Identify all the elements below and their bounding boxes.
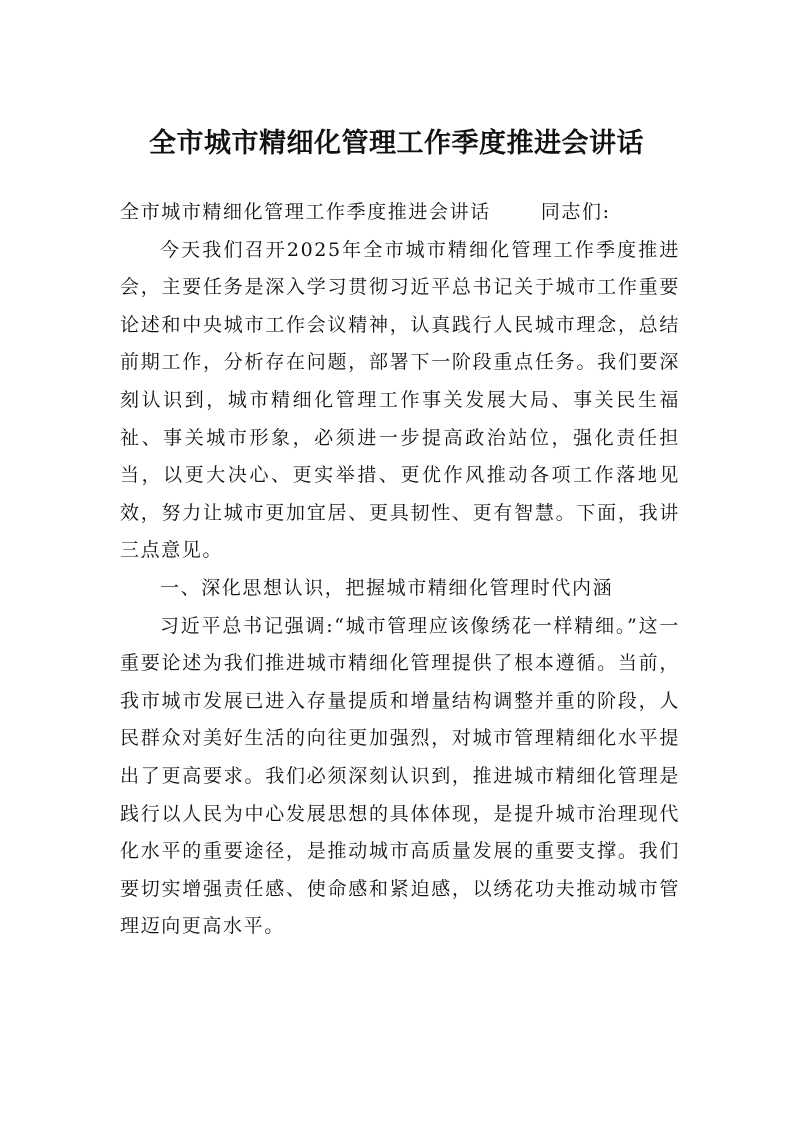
document-body [120, 194, 680, 946]
heading-repeat: 全市城市精细化管理工作季度推进会讲话 [120, 201, 491, 223]
salutation: 同志们: [540, 201, 611, 223]
section-heading-1: 一、深化思想认识，把握城市精细化管理时代内涵 [160, 576, 614, 599]
document-title: 全市城市精细化管理工作季度推进会讲话 [149, 128, 644, 159]
paragraph-intro: 今天我们召开2025年全市城市精细化管理工作季度推进会，主要任务是深入学习贯彻习近平总书记关于城市工作重要论述和中央城市工作会议精神，认真践行人民城市理念，总结前期工作，分析存在问题，部署下一阶段重点任务。我们要深刻认识到，城市精细化管理工作事关发展大局、事关民生福祉、事关城市形象，必须进一步提高政治站位，强化责任担当，以更大决心、更实举措、更优作风推动各项工作落地见效，努力让城市更加宜居、更具韧性、更有智慧。下面，我讲三点意见。 [120, 238, 680, 562]
paragraph-section-1: 习近平总书记强调:“城市管理应该像绣花一样精细。”这一重要论述为我们推进城市精细化管理提供了根本遵循。当前，我市城市发展已进入存量提质和增量结构调整并重的阶段，人民群众对美好生活的向往更加强烈，对城市管理精细化水平提出了更高要求。我们必须深刻认识到，推进城市精细化管理是践行以人民为中心发展思想的具体体现，是提升城市治理现代化水平的重要途径，是推动城市高质量发展的重要支撑。我们要切实增强责任感、使命感和紧迫感，以绣花功夫推动城市管理迈向更高水平。 [120, 614, 680, 938]
heading-line [120, 194, 680, 232]
